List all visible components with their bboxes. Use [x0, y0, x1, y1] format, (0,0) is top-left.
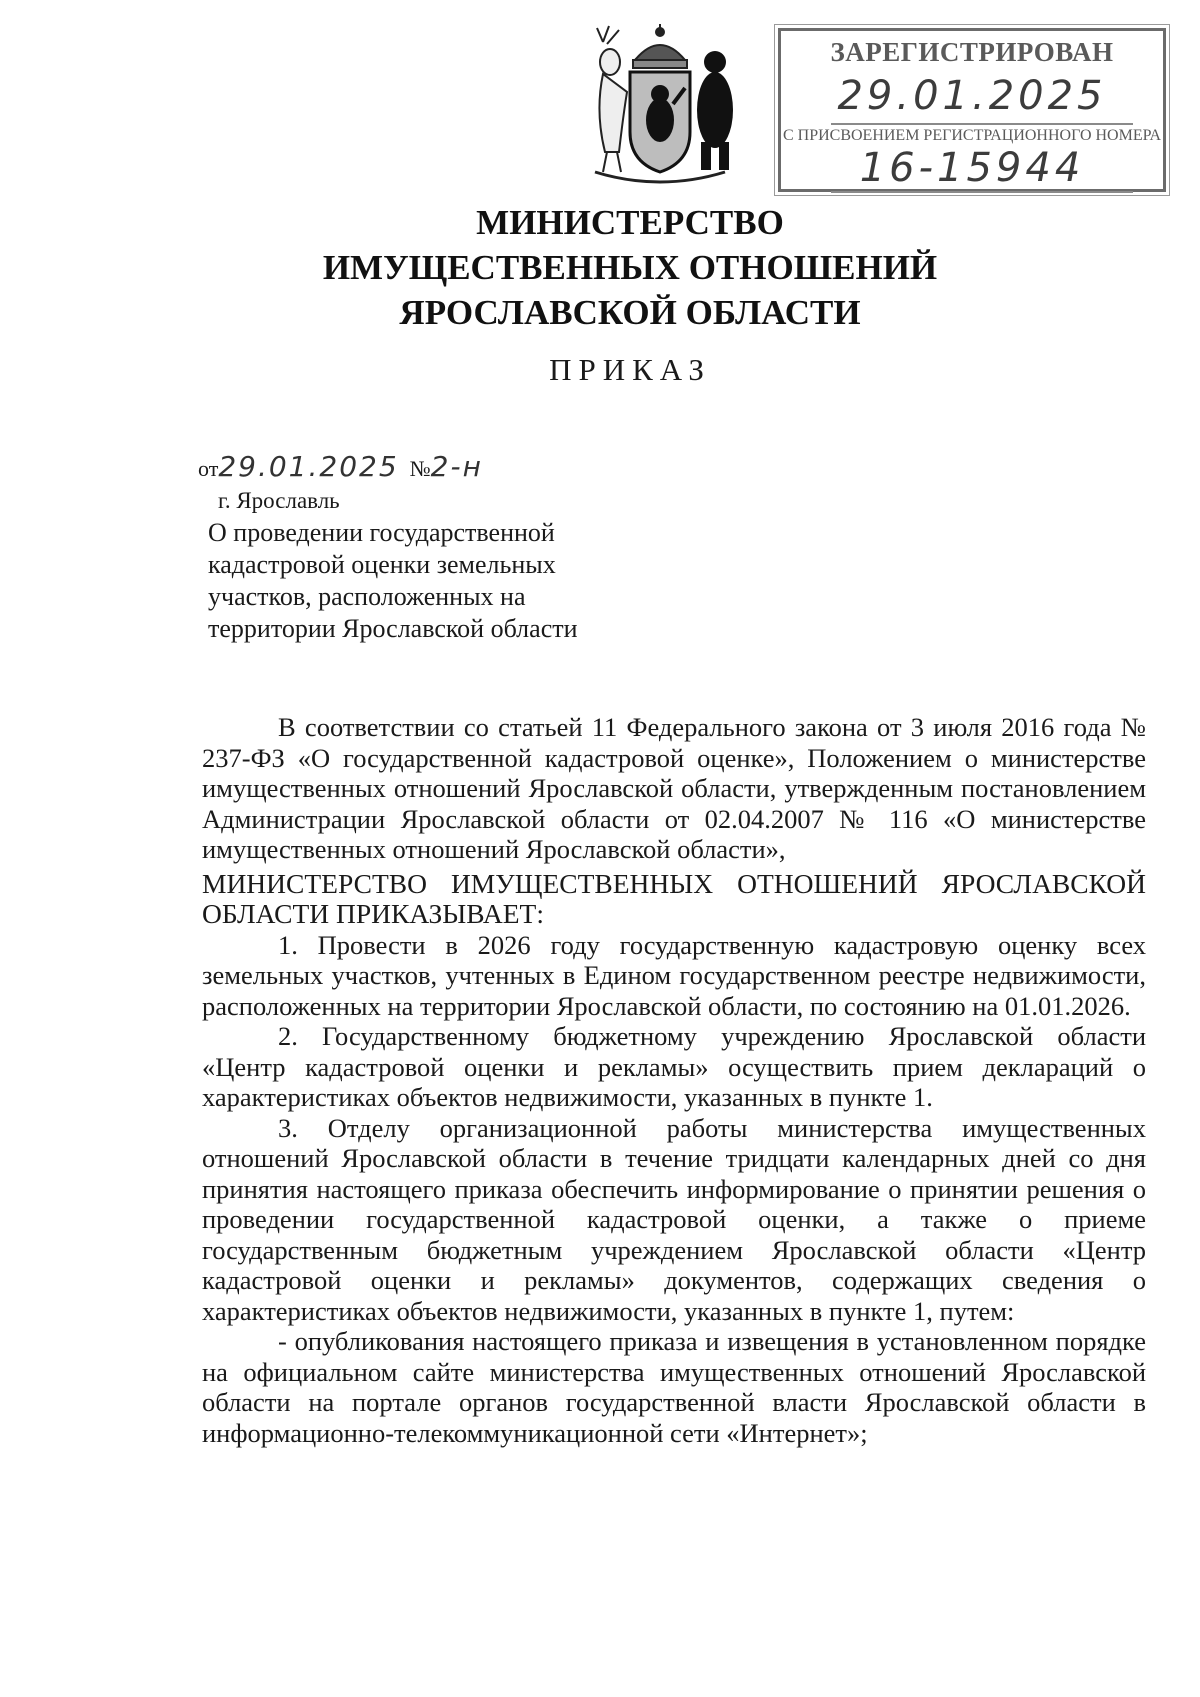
ministry-line-1: МИНИСТЕРСТВО	[476, 203, 784, 242]
order-number: 2-н	[430, 450, 483, 483]
ministry-line-3: ЯРОСЛАВСКОЙ ОБЛАСТИ	[399, 293, 861, 332]
order-date: 29.01.2025	[218, 450, 399, 483]
coat-of-arms-emblem	[575, 22, 745, 187]
subject-line-4: территории Ярославской области	[208, 614, 578, 643]
stamp-date: 29.01.2025	[837, 73, 1107, 119]
stamp-registration-number: 16-15944	[859, 145, 1085, 191]
body-item-1: 1. Провести в 2026 году государственную кадастровую оценку всех земельных участков, учтенных в Едином государственном реестре недвижимости, расположенных на территории Ярославской области, по состоянию на 01.01.2026.	[202, 929, 1146, 1021]
subject-line-1: О проведении государственной	[208, 518, 555, 547]
body-item-3: 3. Отделу организационной работы министерства имущественных отношений Ярославской области в течение тридцати календарных дней со дня принятия настоящего приказа обеспечить информирование о принятии решения о проведении государственной кадастровой оценки, а также о приеме государственным бюджетным учреждением Ярославской области «Центр кадастровой оценки и рекламы» документов, содержащих сведения о характеристиках объектов недвижимости, указанных в пункте 1, путем:	[202, 1112, 1146, 1326]
body-preamble: В соответствии со статьей 11 Федерального закона от 3 июля 2016 года № 237-ФЗ «О государственной кадастровой оценке», Положением о министерстве имущественных отношений Ярославской области, утвержденным постановлением Администрации Ярославской области от 02.04.2007 № 116 «О министерстве имущественных отношений Ярославской области»,	[202, 712, 1146, 864]
subject-line-2: кадастровой оценки земельных	[208, 550, 556, 579]
order-number-label: №	[409, 456, 431, 481]
order-body	[202, 712, 1146, 1448]
stamp-subtitle: С ПРИСВОЕНИЕМ РЕГИСТРАЦИОННОГО НОМЕРА	[782, 127, 1162, 144]
order-date-number	[198, 450, 483, 483]
subject-line-3: участков, расположенных на	[208, 582, 526, 611]
stamp-divider-bottom	[831, 191, 1133, 193]
order-city: г. Ярославль	[218, 488, 340, 513]
order-subject	[208, 517, 628, 645]
document-type: ПРИКАЗ	[549, 352, 711, 387]
ministry-heading	[0, 200, 1200, 335]
registration-stamp	[778, 28, 1166, 192]
ministry-line-2: ИМУЩЕСТВЕННЫХ ОТНОШЕНИЙ	[322, 248, 938, 287]
body-item-2: 2. Государственному бюджетному учреждению Ярославской области «Центр кадастровой оценки и рекламы» осуществить прием деклараций о характеристиках объектов недвижимости, указанных в пункте 1.	[202, 1021, 1146, 1112]
order-from-label: от	[198, 456, 219, 481]
stamp-title: ЗАРЕГИСТРИРОВАН	[830, 37, 1114, 67]
body-orders-statement: МИНИСТЕРСТВО ИМУЩЕСТВЕННЫХ ОТНОШЕНИЙ ЯРОСЛАВСКОЙ ОБЛАСТИ ПРИКАЗЫВАЕТ:	[202, 867, 1146, 929]
stamp-divider	[831, 123, 1133, 125]
body-item-3-subitem-1: - опубликования настоящего приказа и извещения в установленном порядке на официальном сайте министерства имущественных отношений Ярославской области на портале органов государственной власти Ярославской области в информационно-телекоммуникационной сети «Интернет»;	[202, 1326, 1146, 1448]
